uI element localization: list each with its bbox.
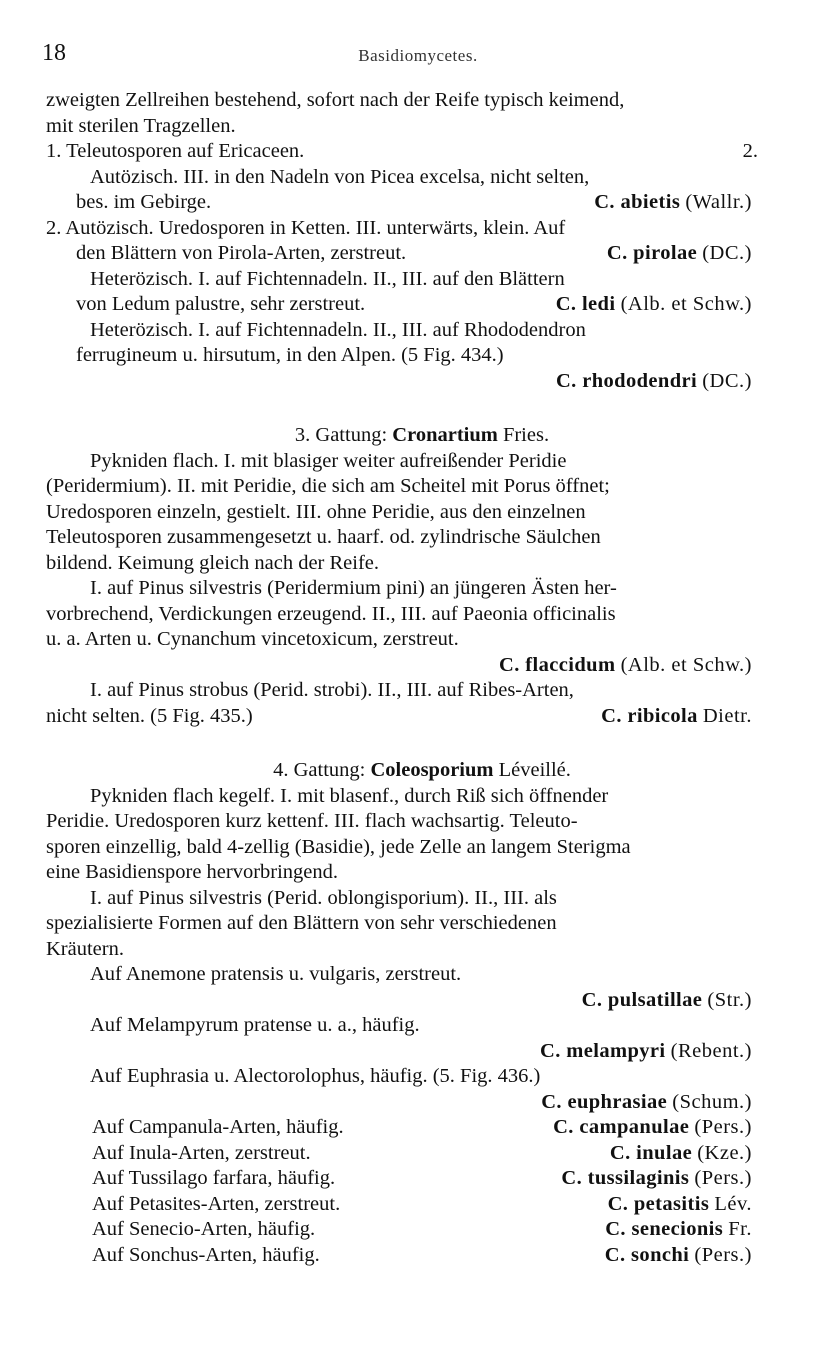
species-name: C. flaccidum: [499, 653, 616, 676]
species-author: (Pers.): [694, 1116, 752, 1138]
host-row: [46, 1217, 798, 1243]
species-name: C. sonchi: [604, 1243, 690, 1266]
genus-prefix: 3. Gattung:: [294, 424, 388, 446]
key-item-label: 1. Teleutosporen auf Ericaceen.: [46, 140, 305, 162]
species-author: (Pers.): [694, 1167, 752, 1189]
species-author: Lév.: [714, 1192, 752, 1215]
text-fragment: bes. im Gebirge.: [76, 191, 212, 213]
text-line: I. auf Pinus silvestris (Perid. oblongisporium). II., III. als: [90, 886, 557, 909]
text-line: bildend. Keimung gleich nach der Reife.: [46, 551, 380, 574]
text-line: ferrugineum u. hirsutum, in den Alpen. (5 Fig. 434.): [76, 344, 504, 366]
genus-prefix: 4. Gattung:: [273, 759, 366, 781]
species-line: [46, 241, 798, 267]
host-row: [46, 1192, 798, 1218]
genus-name: Coleosporium: [370, 759, 494, 781]
species-line: [46, 1039, 798, 1065]
species-name: C. euphrasiae: [541, 1090, 668, 1113]
species-author: (Rebent.): [670, 1039, 752, 1062]
species-name: C. ribicola: [601, 704, 698, 727]
species-name: C. inulae: [609, 1141, 693, 1164]
page-header: [40, 40, 796, 70]
text-line: zweigten Zellreihen bestehend, sofort nach der Reife typisch keimend,: [46, 89, 625, 111]
host-text: Auf Senecio-Arten, häufig.: [92, 1218, 316, 1240]
text-line: (Peridermium). II. mit Peridie, die sich am Scheitel mit Porus öffnet;: [46, 475, 610, 497]
text-line: I. auf Pinus silvestris (Peridermium pini) an jüngeren Ästen her-: [90, 577, 617, 599]
running-head: Basidiomycetes.: [358, 46, 478, 65]
host-text: Auf Tussilago farfara, häufig.: [92, 1167, 336, 1189]
text-line: Heterözisch. I. auf Fichtennadeln. II., III. auf Rhododendron: [90, 318, 586, 341]
species-name: C. pulsatillae: [581, 988, 703, 1011]
species-author: (DC.): [702, 242, 752, 264]
genus-heading: [46, 419, 798, 449]
text-line: Teleutosporen zusammengesetzt u. haarf. od. zylindrische Säulchen: [46, 526, 601, 548]
host-text: Auf Petasites-Arten, zerstreut.: [92, 1192, 341, 1215]
host-row: [46, 1166, 798, 1192]
species-line: [46, 653, 798, 679]
text-line: vorbrechend, Verdickungen erzeugend. II., III. auf Paeonia officinalis: [46, 602, 616, 625]
species-line: [46, 988, 798, 1014]
text-line: Peridie. Uredosporen kurz kettenf. III. flach wachsartig. Teleuto-: [46, 810, 578, 832]
genus-author: Fries.: [502, 424, 550, 446]
text-fragment: den Blättern von Pirola-Arten, zerstreut.: [76, 242, 407, 264]
host-text: Auf Melampyrum pratense u. a., häufig.: [90, 1014, 420, 1036]
species-line: [46, 292, 798, 318]
species-author: (Str.): [707, 988, 752, 1011]
host-row: [46, 1115, 798, 1141]
species-author: (Schum.): [672, 1090, 752, 1113]
host-text: Auf Inula-Arten, zerstreut.: [92, 1141, 311, 1164]
genus-author: Léveillé.: [498, 759, 571, 781]
species-name: C. petasitis: [607, 1192, 710, 1215]
species-author: Dietr.: [702, 704, 752, 727]
species-name: C. rhododendri: [555, 369, 698, 392]
text-line: I. auf Pinus strobus (Perid. strobi). II., III. auf Ribes-Arten,: [90, 679, 574, 701]
species-author: Fr.: [728, 1218, 752, 1240]
page-body: [46, 88, 798, 1268]
species-line: [46, 190, 798, 216]
host-text: Auf Sonchus-Arten, häufig.: [92, 1243, 320, 1266]
text-line: Pykniden flach. I. mit blasiger weiter aufreißender Peridie: [90, 449, 567, 472]
species-author: (DC.): [702, 369, 752, 392]
host-row: [46, 1243, 798, 1269]
text-line: Kräutern.: [46, 937, 124, 960]
species-line: [46, 1090, 798, 1116]
host-text: Auf Campanula-Arten, häufig.: [92, 1116, 344, 1138]
species-name: C. ledi: [555, 293, 616, 315]
species-name: C. melampyri: [540, 1039, 666, 1062]
species-author: (Pers.): [694, 1243, 752, 1266]
species-author: (Kze.): [697, 1141, 752, 1164]
species-name: C. pirolae: [606, 242, 698, 264]
species-author: (Alb. et Schw.): [620, 653, 752, 676]
text-line: Heterözisch. I. auf Fichtennadeln. II., III. auf den Blättern: [90, 267, 565, 290]
species-line: [46, 369, 798, 395]
page-number: 18: [42, 40, 66, 66]
text-line: spezialisierte Formen auf den Blättern von sehr verschiedenen: [46, 912, 557, 934]
genus-name: Cronartium: [392, 424, 498, 446]
host-text: Auf Euphrasia u. Alectorolophus, häufig. (5. Fig. 436.): [90, 1065, 541, 1087]
text-line: Pykniden flach kegelf. I. mit blasenf., durch Riß sich öffnender: [90, 784, 609, 807]
text-line: 2. Autözisch. Uredosporen in Ketten. III. unterwärts, klein. Auf: [46, 216, 566, 239]
host-text: Auf Anemone pratensis u. vulgaris, zerstreut.: [90, 963, 462, 985]
species-name: C. abietis: [594, 191, 681, 213]
host-row: [46, 1141, 798, 1167]
text-line: Autözisch. III. in den Nadeln von Picea excelsa, nicht selten,: [90, 165, 590, 188]
key-reference: 2.: [742, 140, 758, 162]
genus-heading: [46, 754, 798, 784]
text-line: u. a. Arten u. Cynanchum vincetoxicum, zerstreut.: [46, 628, 459, 650]
species-name: C. senecionis: [605, 1218, 724, 1240]
species-author: (Wallr.): [685, 191, 752, 213]
species-line: [46, 704, 798, 730]
text-line: Uredosporen einzeln, gestielt. III. ohne Peridie, aus den einzelnen: [46, 500, 586, 523]
text-line: mit sterilen Tragzellen.: [46, 114, 236, 137]
species-name: C. campanulae: [553, 1116, 690, 1138]
text-fragment: von Ledum palustre, sehr zerstreut.: [76, 293, 366, 315]
text-fragment: nicht selten. (5 Fig. 435.): [46, 704, 253, 727]
key-line: [46, 139, 798, 165]
species-name: C. tussilaginis: [561, 1167, 690, 1189]
text-line: sporen einzellig, bald 4-zellig (Basidie), jede Zelle an langem Sterigma: [46, 835, 631, 858]
species-author: (Alb. et Schw.): [620, 293, 752, 315]
text-line: eine Basidienspore hervorbringend.: [46, 861, 339, 883]
